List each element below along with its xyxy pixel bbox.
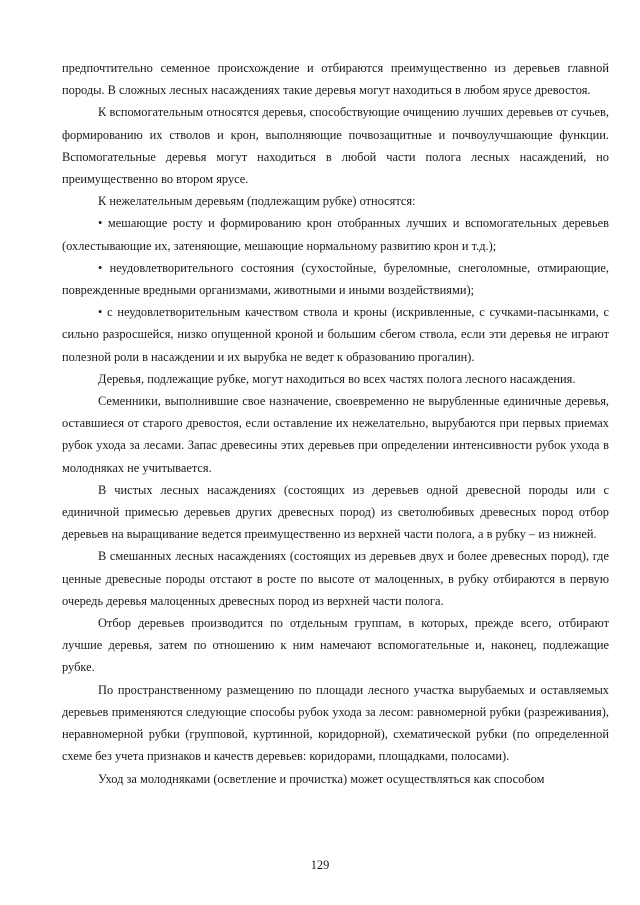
bullet-item: • с неудовлетворительным качеством ствола и кроны (искривленные, с сучками-пасынками, с сильно разросшейся, низко опущенной кроной и большим сбегом ствола, если эти деревья не играют полезной роли в насаждении и их вырубка не ведет к образованию прогалин). (62, 305, 609, 364)
body-text (62, 57, 609, 790)
paragraph: К вспомогательным относятся деревья, способствующие очищению лучших деревьев от сучьев, формированию их стволов и крон, выполняющие почвозащитные и почвоулучшающие функции. Вспомогательные деревья могут находиться в любой части полога лесных насаждений, но преимущественно во втором ярусе. (62, 105, 609, 187)
paragraph: К нежелательным деревьям (подлежащим рубке) относятся: (98, 194, 416, 209)
paragraph: В смешанных лесных насаждениях (состоящих из деревьев двух и более древесных пород), где ценные древесные породы отстают в росте по высоте от малоценных, в рубку отбираются в первую очередь деревья малоценных древесных пород из верхней части полога. (62, 549, 609, 608)
paragraph: Уход за молодняками (осветление и прочистка) может осуществляться как способом (98, 771, 545, 786)
bullet-item: • неудовлетворительного состояния (сухостойные, буреломные, снеголомные, отмирающие, поврежденные вредными организмами, животными и иными воздействиями); (62, 260, 609, 298)
paragraph: Семенники, выполнившие свое назначение, своевременно не вырубленные единичные деревья, оставшиеся от старого древостоя, если оставление их нежелательно, вырубаются при первых приемах рубок ухода за лесами. Запас древесины этих деревьев при определении интенсивности рубок ухода в молодняках не учитывается. (62, 394, 609, 475)
paragraph: Деревья, подлежащие рубке, могут находиться во всех частях полога лесного насаждения. (98, 371, 576, 386)
paragraph: По пространственному размещению по площади лесного участка вырубаемых и оставляемых деревьев применяются следующие способы рубок ухода за лесом: равномерной рубки (разреживания), неравномерной рубки (групповой, куртинной, коридорной), схематической рубки (по определенной схеме без учета признаков и качеств деревьев: коридорами, площадками, полосами). (62, 682, 609, 764)
paragraph: В чистых лесных насаждениях (состоящих из деревьев одной древесной породы или с единичной примесью деревьев других древесных пород) из светолюбивых древесных пород отбор деревьев на выращивание ведется преимущественно из верхней части полога, а в рубку – из нижней. (62, 482, 609, 542)
paragraph: Отбор деревьев производится по отдельным группам, в которых, прежде всего, отбирают лучшие деревья, затем по отношению к ним намечают вспомогательные и, наконец, подлежащие рубке. (62, 616, 609, 675)
bullet-item: • мешающие росту и формированию крон отобранных лучших и вспомогательных деревьев (охлестывающие их, затеняющие, мешающие нормальному развитию крон и т.д.); (62, 216, 609, 253)
paragraph: предпочтительно семенное происхождение и отбираются преимущественно из деревьев главной породы. В сложных лесных насаждениях такие деревья могут находиться в любом ярусе древостоя. (62, 61, 609, 98)
page-number: 129 (310, 858, 330, 872)
